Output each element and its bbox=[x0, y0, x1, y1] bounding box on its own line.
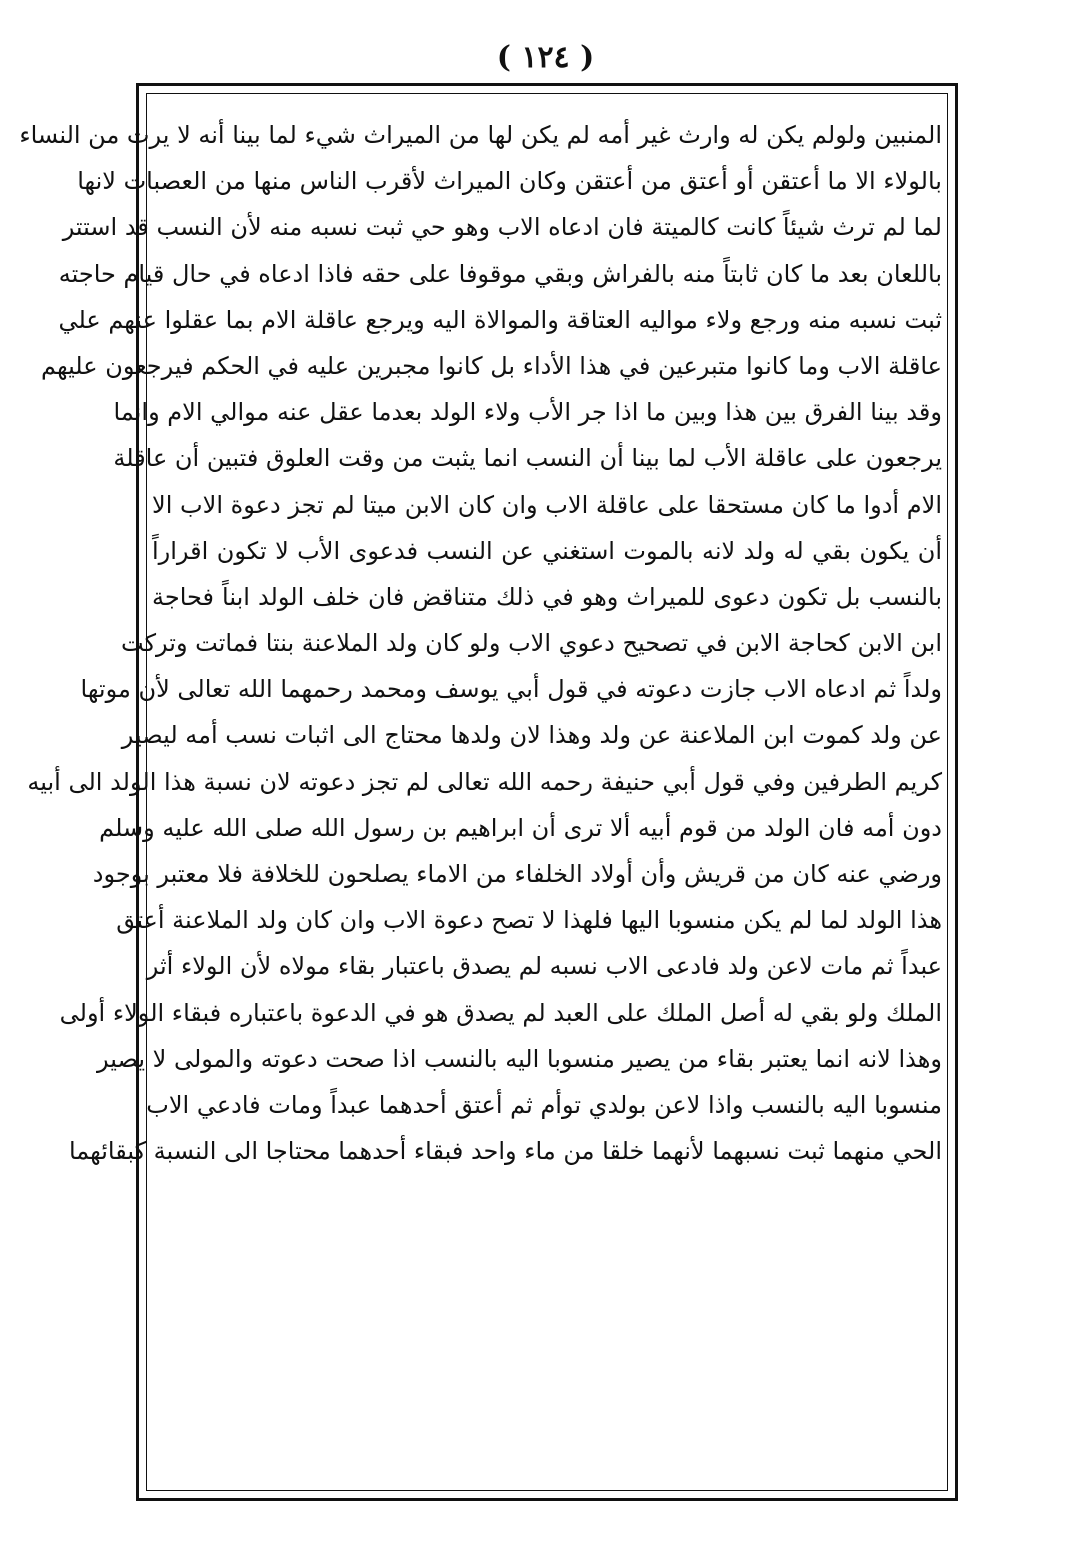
text-line: ابن الابن كحاجة الابن في تصحيح دعوي الاب ولو كان ولد الملاعنة بنتا فماتت وتركت bbox=[121, 629, 942, 658]
text-line: عن ولد كموت ابن الملاعنة عن ولد وهذا لان ولدها محتاج الى اثبات نسب أمه ليصير bbox=[121, 721, 942, 750]
text-line: الحي منهما ثبت نسبهما لأنهما خلقا من ماء واحد فبقاء أحدهما محتاجا الى النسبة كبقائهما bbox=[68, 1137, 942, 1166]
text-body bbox=[19, 112, 942, 1174]
text-line: منسوبا اليه بالنسب واذا لاعن بولدي توأم ثم أعتق أحدهما عبداً ومات فادعي الاب bbox=[146, 1090, 942, 1119]
text-line: الام أدوا ما كان مستحقا على عاقلة الاب وان كان الابن ميتا لم تجز دعوة الاب الا bbox=[152, 490, 942, 519]
text-line: ولداً ثم ادعاه الاب جازت دعوته في قول أبي يوسف ومحمد رحمهما الله تعالى لأن موتها bbox=[80, 675, 942, 704]
text-line: كريم الطرفين وفي قول أبي حنيفة رحمه الله تعالى لم تجز دعوته لان نسبة هذا الولد الى أبيه bbox=[27, 767, 942, 796]
text-line: لما لم ترث شيئاً كانت كالميتة فان ادعاه الاب وهو حي ثبت نسبه منه لأن النسب قد استتر bbox=[62, 213, 942, 242]
text-line: دون أمه فان الولد من قوم أبيه ألا ترى أن ابراهيم بن رسول الله صلى الله عليه وسلم bbox=[99, 813, 942, 842]
text-line: وقد بينا الفرق بين هذا وبين ما اذا جر الأب ولاء الولد بعدما عقل عنه موالي الام وانما bbox=[113, 398, 942, 427]
text-line: أن يكون بقي له ولد لانه بالموت استغني عن النسب فدعوى الأب لا تكون اقراراً bbox=[152, 536, 942, 565]
text-line: ورضي عنه كان من قريش وأن أولاد الخلفاء من الاماء يصلحون للخلافة فلا معتبر بوجود bbox=[92, 860, 942, 888]
text-line: هذا الولد لما لم يكن منسوبا اليها فلهذا لا تصح دعوة الاب وان كان ولد الملاعنة أعتق bbox=[116, 906, 942, 935]
text-line: بالنسب بل تكون دعوى للميراث وهو في ذلك متناقض فان خلف الولد ابناً فحاجة bbox=[152, 582, 942, 611]
text-line: المنبين ولولم يكن له وارث غير أمه لم يكن لها من الميراث شيء لما بينا أنه لا يرث من النساء bbox=[19, 121, 942, 149]
text-line: الملك ولو بقي له أصل الملك على العبد لم يصدق هو في الدعوة باعتباره فبقاء الولاء أولى bbox=[59, 998, 942, 1027]
text-line: بالولاء الا ما أعتقن أو أعتق من أعتقن وكان الميراث لأقرب الناس منها من العصبات لانها bbox=[77, 167, 942, 196]
page-number: ( ١٢٤ ) bbox=[496, 40, 595, 75]
text-line: يرجعون على عاقلة الأب لما بينا أن النسب انما يثبت من وقت العلوق فتبين أن عاقلة bbox=[113, 444, 942, 473]
text-line: ثبت نسبه منه ورجع ولاء مواليه العتاقة والموالاة اليه ويرجع عاقلة الام بما عقلوا عنهم علي bbox=[58, 305, 942, 334]
text-line: باللعان بعد ما كان ثابتاً منه بالفراش وبقي موقوفا على حقه فاذا ادعاه في حال قيام حاجته bbox=[58, 259, 942, 288]
text-line: وهذا لانه انما يعتبر بقاء من يصير منسوبا اليه بالنسب اذا صحت دعوته والمولى لا يصير bbox=[97, 1044, 942, 1073]
text-line: عبداً ثم مات لاعن ولد فادعى الاب نسبه لم يصدق باعتبار بقاء مولاه لأن الولاء أثر bbox=[146, 952, 942, 981]
text-line: عاقلة الاب وما كانوا متبرعين في هذا الأداء بل كانوا مجبرين عليه في الحكم فيرجعون عليهم bbox=[41, 351, 942, 380]
